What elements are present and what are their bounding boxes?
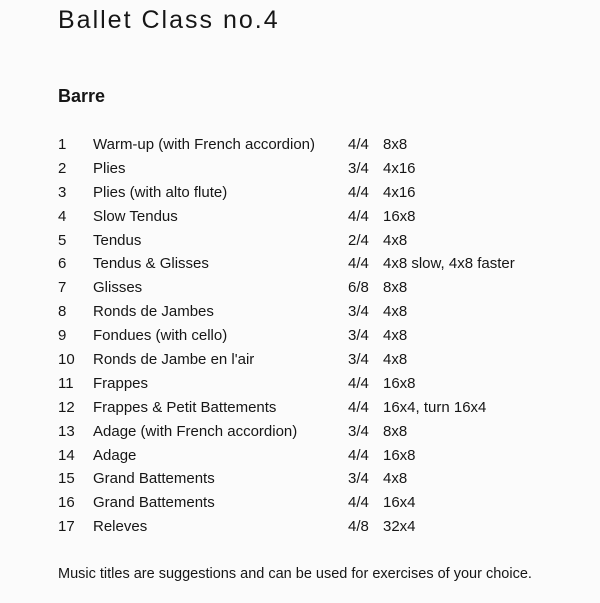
exercise-meter: 4/4 xyxy=(348,398,369,416)
exercise-count: 4x16 xyxy=(383,183,416,201)
exercise-name: Ronds de Jambes xyxy=(93,303,214,321)
list-item xyxy=(0,300,600,324)
exercise-meter: 4/4 xyxy=(348,374,369,392)
exercise-meter: 6/8 xyxy=(348,279,369,297)
exercise-number: 4 xyxy=(58,207,67,225)
list-item xyxy=(0,491,600,515)
list-item xyxy=(0,276,600,300)
list-item xyxy=(0,205,600,229)
exercise-name: Grand Battements xyxy=(93,494,215,512)
list-item xyxy=(0,252,600,276)
exercise-number: 15 xyxy=(58,470,75,488)
exercise-count: 4x8 slow, 4x8 faster xyxy=(383,255,515,273)
footer-note: Music titles are suggestions and can be used for exercises of your choice. xyxy=(58,566,532,582)
exercise-number: 9 xyxy=(58,327,67,345)
exercise-meter: 2/4 xyxy=(348,231,369,249)
exercise-count: 4x16 xyxy=(383,159,416,177)
exercise-count: 8x8 xyxy=(383,136,408,153)
exercise-count: 8x8 xyxy=(383,279,408,297)
list-item xyxy=(0,444,600,468)
list-item xyxy=(0,396,600,420)
exercise-name: Tendus & Glisses xyxy=(93,255,209,273)
exercise-number: 10 xyxy=(58,351,75,369)
exercise-name: Slow Tendus xyxy=(93,207,178,225)
exercise-name: Frappes xyxy=(93,374,149,392)
exercise-name: Frappes & Petit Battements xyxy=(93,398,277,416)
exercise-meter: 3/4 xyxy=(348,159,369,177)
exercise-count: 8x8 xyxy=(383,422,408,440)
exercise-name: Releves xyxy=(93,518,148,536)
exercise-count: 4x8 xyxy=(383,470,408,488)
list-item xyxy=(0,324,600,348)
exercise-number: 12 xyxy=(58,398,75,416)
exercise-count: 4x8 xyxy=(383,231,408,249)
section-heading: Barre xyxy=(58,86,106,106)
list-item xyxy=(0,229,600,253)
exercise-meter: 4/4 xyxy=(348,183,369,201)
exercise-name: Fondues (with cello) xyxy=(93,327,228,345)
list-item xyxy=(0,133,600,157)
exercise-count: 4x8 xyxy=(383,327,408,345)
exercise-number: 8 xyxy=(58,303,67,321)
exercise-meter: 4/4 xyxy=(348,446,369,464)
exercise-meter: 3/4 xyxy=(348,327,369,345)
exercise-count: 16x8 xyxy=(383,446,416,464)
exercise-count: 4x8 xyxy=(383,351,408,369)
exercise-name: Adage xyxy=(93,446,137,464)
exercise-number: 17 xyxy=(58,518,75,536)
exercise-meter: 3/4 xyxy=(348,303,369,321)
exercise-name: Warm-up (with French accordion) xyxy=(93,136,316,153)
exercise-count: 32x4 xyxy=(383,518,416,536)
exercise-list xyxy=(0,133,600,539)
exercise-count: 16x4, turn 16x4 xyxy=(383,398,487,416)
exercise-number: 14 xyxy=(58,446,75,464)
list-item xyxy=(0,181,600,205)
exercise-number: 6 xyxy=(58,255,67,273)
exercise-name: Grand Battements xyxy=(93,470,215,488)
exercise-number: 5 xyxy=(58,231,67,249)
exercise-count: 4x8 xyxy=(383,303,408,321)
page-title: Ballet Class no.4 xyxy=(58,6,280,34)
exercise-number: 2 xyxy=(58,159,67,177)
exercise-count: 16x4 xyxy=(383,494,416,512)
exercise-number: 16 xyxy=(58,494,75,512)
list-item xyxy=(0,420,600,444)
list-item xyxy=(0,157,600,181)
exercise-number: 1 xyxy=(58,136,67,153)
exercise-meter: 4/4 xyxy=(348,207,369,225)
exercise-number: 11 xyxy=(58,374,74,392)
exercise-meter: 4/4 xyxy=(348,255,369,273)
exercise-name: Glisses xyxy=(93,279,143,297)
exercise-count: 16x8 xyxy=(383,207,416,225)
exercise-name: Plies (with alto flute) xyxy=(93,183,228,201)
exercise-number: 13 xyxy=(58,422,75,440)
exercise-count: 16x8 xyxy=(383,374,416,392)
list-item xyxy=(0,467,600,491)
exercise-meter: 4/4 xyxy=(348,136,369,153)
list-item xyxy=(0,515,600,539)
exercise-name: Tendus xyxy=(93,231,142,249)
list-item xyxy=(0,372,600,396)
exercise-name: Adage (with French accordion) xyxy=(93,422,298,440)
exercise-meter: 3/4 xyxy=(348,470,369,488)
exercise-number: 3 xyxy=(58,183,67,201)
exercise-meter: 3/4 xyxy=(348,422,369,440)
exercise-name: Ronds de Jambe en l'air xyxy=(93,351,255,369)
list-item xyxy=(0,348,600,372)
exercise-name: Plies xyxy=(93,159,126,177)
exercise-meter: 3/4 xyxy=(348,351,369,369)
exercise-meter: 4/4 xyxy=(348,494,369,512)
exercise-meter: 4/8 xyxy=(348,518,369,536)
exercise-number: 7 xyxy=(58,279,67,297)
